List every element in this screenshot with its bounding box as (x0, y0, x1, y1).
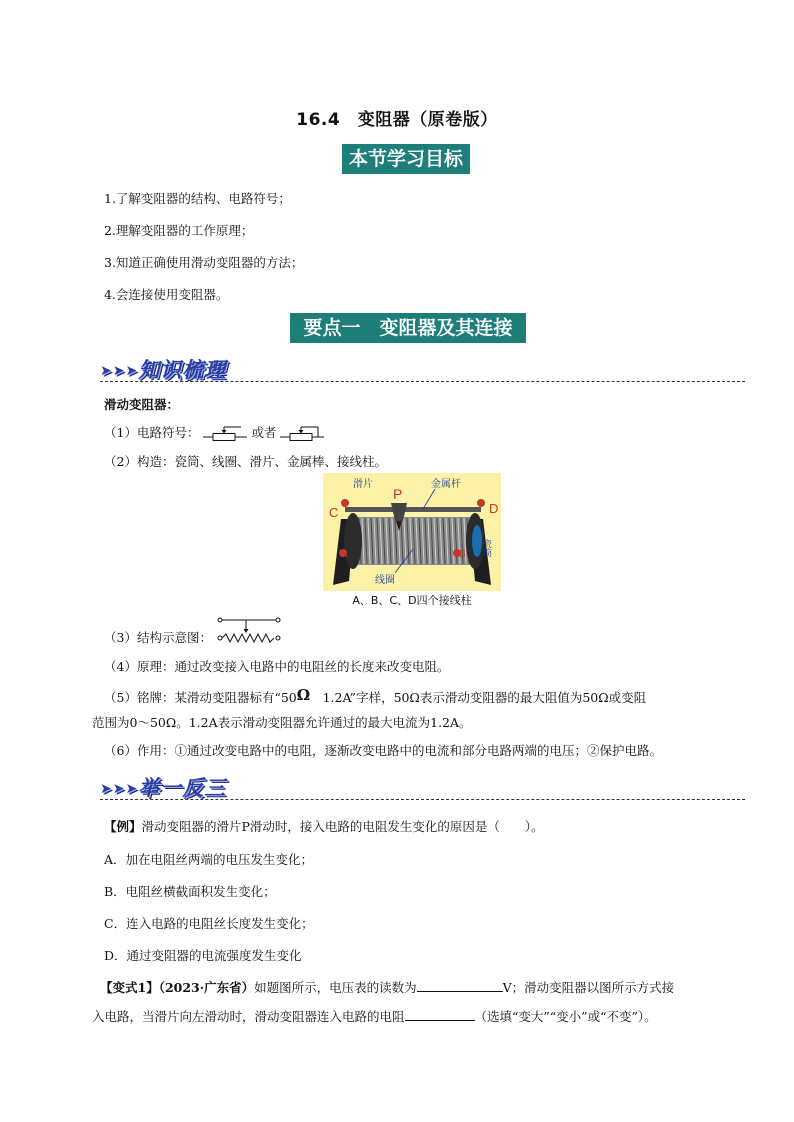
rheostat-symbol-icon (203, 426, 247, 442)
label-b: B (459, 549, 466, 560)
section-divider (100, 799, 745, 800)
schematic-diagram-icon (216, 616, 282, 646)
section-divider (100, 381, 745, 382)
goal-item-2: 2.理解变阻器的工作原理； (104, 223, 254, 238)
principle-line: （4）原理：通过改变接入电路中的电阻丝的长度来改变电阻。 (104, 659, 450, 674)
example-option-d: D．通过变阻器的电流强度发生变化 (104, 948, 302, 963)
function-line: （6）作用：①通过改变电路中的电阻，逐渐改变电路中的电流和部分电路两端的电压；②保护电路。 (104, 743, 662, 758)
label-tube: 瓷筒 (481, 539, 491, 557)
circuit-symbol-line: （1）电路符号： 或者 (104, 423, 324, 442)
goals-banner: 本节学习目标 (342, 144, 470, 174)
answer-blank-voltage[interactable] (417, 979, 503, 992)
example-option-c: C．连入电路的电阻丝长度发生变化； (104, 916, 314, 931)
example-question: 【例】滑动变阻器的滑片P滑动时，接入电路的电阻发生变化的原因是（ ）。 (104, 819, 544, 834)
label-d: D (489, 501, 499, 516)
arrows-icon: ➤➤➤ (100, 781, 139, 797)
label-a: A (341, 549, 348, 560)
schematic-line: （3）结构示意图： (104, 628, 282, 646)
label-c: C (329, 505, 339, 520)
arrows-icon: ➤➤➤ (100, 363, 139, 379)
label-rod: 金属杆 (431, 479, 461, 490)
variant1-line-2: 入电路，当滑片向左滑动时，滑动变阻器连入电路的电阻 （选填“变大”“变小”或“不变”）。 (92, 1009, 657, 1024)
nameplate-line-1: （5）铭牌：某滑动变阻器标有“50Ω 1.2A”字样，50Ω表示滑动变阻器的最大阻值为50Ω或变阻 (104, 686, 647, 705)
rheostat-photo (323, 473, 501, 591)
structure-line: （2）构造：瓷筒、线圈、滑片、金属棒、接线柱。 (104, 454, 387, 469)
label-coil: 线圈 (375, 575, 395, 586)
goal-item-1: 1.了解变阻器的结构、电路符号； (104, 191, 291, 206)
rheostat-symbol-alt-icon (280, 426, 324, 442)
label-p: P (393, 486, 403, 502)
label-slider: 滑片 (353, 479, 373, 490)
point1-banner: 要点一 变阻器及其连接 (290, 313, 526, 343)
section-knowledge-title: ➤➤➤知识梳理 (100, 358, 227, 382)
section-practice-title: ➤➤➤举一反三 (100, 776, 227, 800)
answer-blank-resistance[interactable] (405, 1008, 475, 1021)
diagram-caption: A、B、C、D四个接线柱 (352, 594, 472, 607)
knowledge-heading: 滑动变阻器： (104, 397, 180, 412)
example-option-a: A．加在电阻丝两端的电压发生变化； (104, 852, 314, 867)
example-option-b: B．电阻丝横截面积发生变化； (104, 884, 276, 899)
section-knowledge-header (100, 354, 745, 384)
goal-item-3: 3.知道正确使用滑动变阻器的方法； (104, 255, 304, 270)
goal-item-4: 4.会连接使用变阻器。 (104, 287, 229, 302)
variant1-line-1: 【变式1】（2023·广东省）如题图所示，电压表的读数为 V；滑动变阻器以图所示方式接 (100, 980, 675, 995)
page-title: 16.4 变阻器（原卷版） (296, 110, 498, 130)
section-practice-header (100, 772, 745, 802)
nameplate-line-2: 范围为0～50Ω。1.2A表示滑动变阻器允许通过的最大电流为1.2A。 (92, 715, 472, 730)
